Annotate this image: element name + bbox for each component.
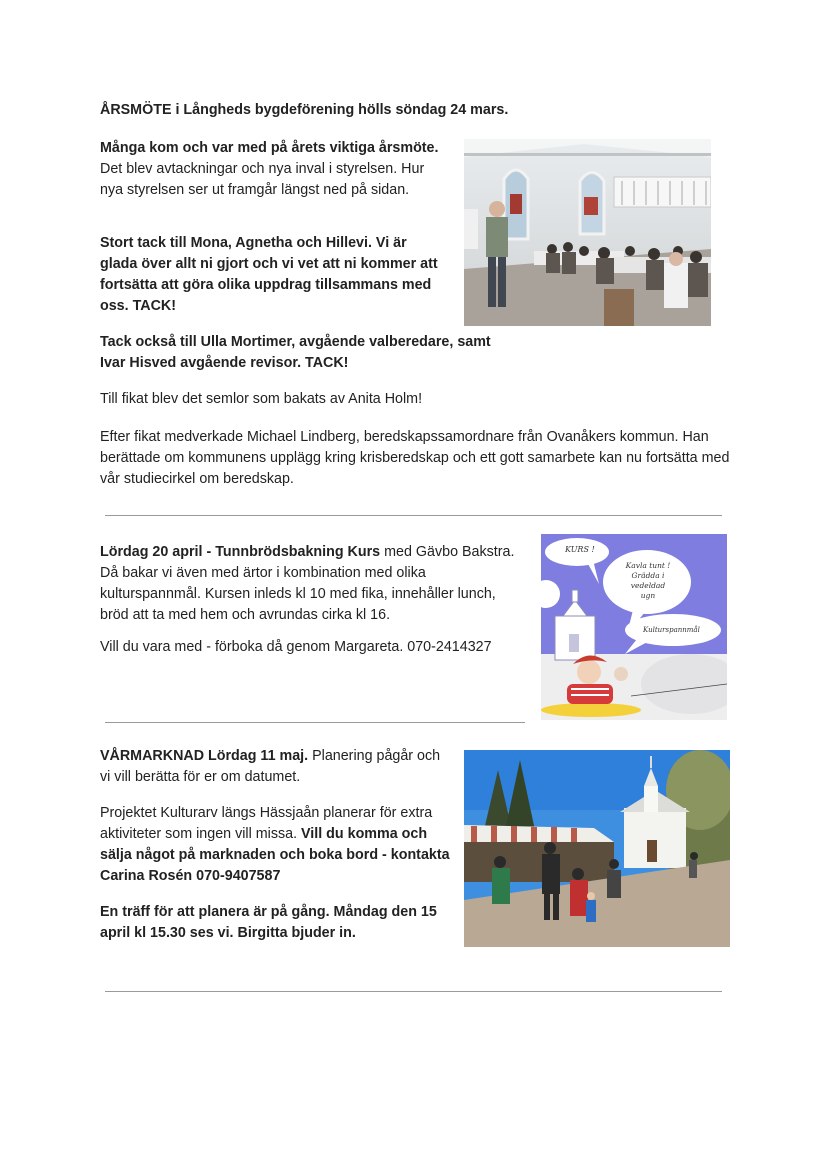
bubble-course-text: KURS ! [565, 545, 595, 554]
section3-paragraph-3: En träff för att planera är på gång. Måndag den 15 april kl 15.30 ses vi. Birgitta bjuder in. [100, 904, 437, 941]
section2-paragraph-1: Lördag 20 april - Tunnbrödsbakning Kurs med Gävbo Bakstra. Då bakar vi även med ärtor i kombination med olika kulturspannmål. Kursen inleds kl 10 med fika, innehåller lunch, bröd att ta med hem och avrundas cirka kl 16. [100, 544, 515, 623]
section1-paragraph-4: Till fikat blev det semlor som bakats av Anita Holm! [100, 391, 423, 407]
meeting-hall-photo [464, 139, 711, 326]
section3-paragraph-2: Projektet Kulturarv längs Hässjaån planerar för extra aktiviteter som ingen vill missa. Vill du komma och sälja något på marknaden och boka bord - kontakta Carina Rosén 070-9407587 [100, 805, 450, 884]
bubble-baking-text: Kavla tunt ! Grädda i vedeldad ugn [625, 561, 671, 600]
section3-paragraph-1: VÅRMARKNAD Lördag 11 maj. Planering pågår och vi vill berätta för er om datumet. [100, 748, 441, 785]
divider-1 [105, 515, 722, 516]
baking-course-illustration [541, 534, 727, 720]
spring-market-photo [464, 750, 730, 947]
section1-paragraph-2: Stort tack till Mona, Agnetha och Hillevi. Vi är glada över allt ni gjort och vi vet att ni kommer att fortsätta att göra olika uppdrag tillsammans med oss. TACK! [100, 235, 438, 314]
divider-3 [105, 991, 722, 992]
section1-paragraph-3: Tack också till Ulla Mortimer, avgående valberedare, samt Ivar Hisved avgående revisor. TACK! [100, 334, 491, 371]
section1-paragraph-1: Många kom och var med på årets viktiga årsmöte. Det blev avtackningar och nya inval i styrelsen. Hur nya styrelsen ser ut framgår längst ned på sidan. [100, 140, 439, 198]
divider-2 [105, 722, 525, 723]
section1-heading: ÅRSMÖTE i Långheds bygdeförening hölls söndag 24 mars. [100, 102, 509, 118]
section2-paragraph-2: Vill du vara med - förboka då genom Margareta. 070-2414327 [100, 639, 492, 655]
section1-paragraph-5: Efter fikat medverkade Michael Lindberg, beredskapssamordnare från Ovanåkers kommun. Han berättade om kommunens upplägg kring krisberedskap och ett gott samarbete kan nu fortsätta med vår studiecirkel om beredskap. [100, 429, 730, 487]
bubble-grain-text: Kulturspannmål [643, 626, 700, 634]
